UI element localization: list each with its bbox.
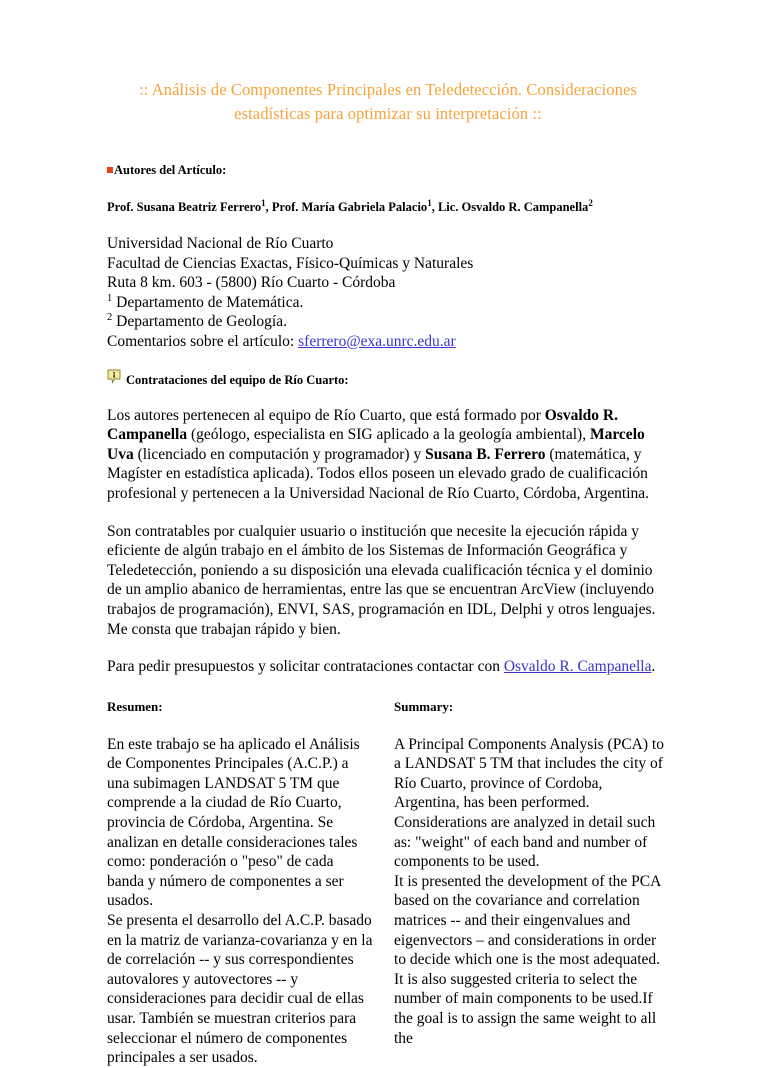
abstract-column-spanish	[107, 699, 388, 1068]
affiliation-address: Ruta 8 km. 603 - (5800) Río Cuarto - Córdoba	[107, 274, 396, 292]
affiliation-department-1	[107, 293, 669, 313]
contrataciones-paragraph-2: Son contratables por cualquier usuario o institución que necesite la ejecución rápida y eficiente de algún trabajo en el ámbito de los Sistemas de Información Geográfica y Teledetección, poniendo a su disposición una elevada cualificación técnica y el dominio de un amplio abanico de herramientas, entre las que se encuentran ArcView (incluyendo trabajos de programación), ENVI, SAS, programación en IDL, Delphi y otros lenguajes. Me consta que trabajan rápido y bien.	[107, 522, 656, 638]
authors-names	[107, 199, 669, 215]
p1-bold-name-2: Marcelo Uva	[107, 426, 645, 463]
authors-section-heading	[107, 163, 669, 178]
authors-heading-label: Autores del Artículo:	[114, 163, 227, 177]
p3-text-2: .	[651, 658, 656, 676]
comments-label: Comentarios sobre el artículo:	[107, 332, 295, 350]
contrataciones-paragraph-1	[107, 406, 669, 504]
contact-email-link[interactable]: sferrero@exa.unrc.edu.ar	[298, 332, 456, 350]
campanella-contact-link[interactable]: Osvaldo R. Campanella	[503, 658, 652, 676]
contrataciones-paragraph-3	[107, 657, 669, 677]
abstract-column-english	[388, 699, 669, 1068]
summary-heading: Summary:	[394, 698, 454, 714]
p1-text-3: (licenciado en computación y programador) y	[133, 445, 426, 463]
affiliation-faculty: Facultad de Ciencias Exactas, Físico-Químicas y Naturales	[107, 254, 474, 272]
p1-text-1: Los autores pertenecen al equipo de Río Cuarto, que está formado por	[107, 406, 545, 424]
resumen-heading: Resumen:	[107, 698, 163, 714]
p1-text-4: (matemática, y Magíster en estadística aplicada). Todos ellos poseen un elevado grado de cualificación profesional y pertenecen a la Universidad Nacional de Río Cuarto, Córdoba, Argentina.	[107, 445, 650, 502]
resumen-paragraph-2: Se presenta el desarrollo del A.C.P. basado en la matriz de varianza-covarianza y en la de correlación -- y sus correspondientes autovalores y autovectores -- y consideraciones para decidir cual de ellas usar. También se muestran criterios para seleccionar el número de componentes principales a ser usados.	[107, 912, 373, 1067]
resumen-paragraph-1: En este trabajo se ha aplicado el Análisis de Componentes Principales (A.C.P.) a una subimagen LANDSAT 5 TM que comprende a la ciudad de Río Cuarto, provincia de Córdoba, Argentina. Se analizan en detalle consideraciones tales como: ponderación o "peso" de cada banda y número de componentes a ser usados.	[107, 735, 360, 910]
p1-bold-name-3: Susana B. Ferrero	[425, 445, 546, 463]
author-3-superscript: 2	[588, 197, 593, 208]
document-content	[107, 0, 669, 1068]
summary-body	[394, 735, 669, 1049]
author-2-name: , Prof. María Gabriela Palacio	[265, 200, 428, 214]
department-2-superscript: 2	[107, 312, 113, 324]
affiliation-block	[107, 234, 669, 352]
red-square-bullet-icon	[107, 167, 113, 173]
affiliation-university: Universidad Nacional de Río Cuarto	[107, 235, 334, 252]
resumen-body	[107, 735, 374, 1068]
p3-text-1: Para pedir presupuestos y solicitar contrataciones contactar con	[107, 658, 504, 676]
contrataciones-heading	[107, 370, 669, 388]
department-2-label: Departamento de Geología.	[116, 313, 287, 331]
contrataciones-heading-label: Contrataciones del equipo de Río Cuarto:	[126, 372, 349, 387]
author-1-name: Prof. Susana Beatriz Ferrero	[107, 200, 262, 214]
abstract-section	[107, 699, 669, 1068]
info-note-icon	[107, 368, 122, 384]
affiliation-comments-line	[107, 332, 669, 352]
summary-paragraph-2: It is presented the development of the PCA based on the covariance and correlation matrices -- and their eingenvalues and eigenvectors – and considerations in order to decide which one is the most adequated. It is also suggested criteria to select the number of main components to be used.If the goal is to assign the same weight to all the	[394, 872, 661, 1047]
author-3-name: , Lic. Osvaldo R. Campanella	[431, 200, 589, 214]
p1-bold-name-1: Osvaldo R. Campanella	[107, 406, 618, 444]
summary-paragraph-1: A Principal Components Analysis (PCA) to a LANDSAT 5 TM that includes the city of Río Cuarto, province of Cordoba, Argentina, has been performed. Considerations are analyzed in detail such as: "weight" of each band and number of components to be used.	[394, 735, 664, 871]
author-1-superscript: 1	[261, 197, 266, 208]
department-1-label: Departamento de Matemática.	[116, 293, 304, 311]
affiliation-department-2	[107, 312, 669, 332]
author-2-superscript: 1	[427, 197, 432, 208]
department-1-superscript: 1	[107, 292, 113, 304]
page-title: :: Análisis de Componentes Principales en Teledetección. Consideraciones estadísticas para optimizar su interpretación ::	[139, 80, 637, 123]
p1-text-2: (geólogo, especialista en SIG aplicado a la geología ambiental),	[187, 426, 590, 444]
